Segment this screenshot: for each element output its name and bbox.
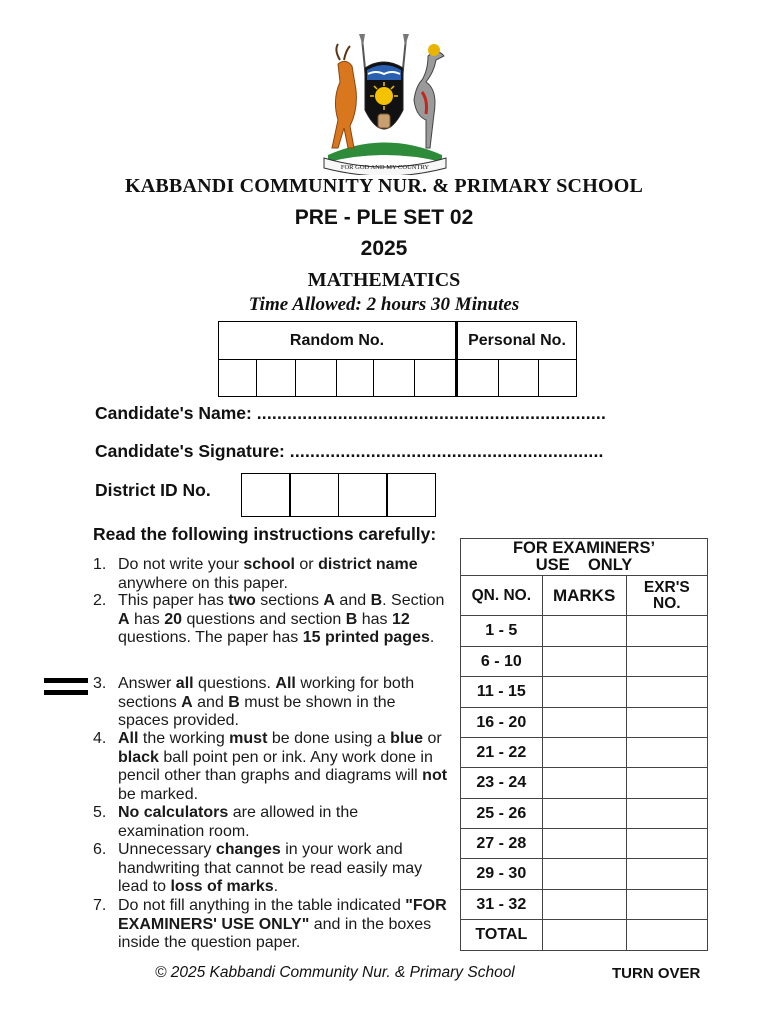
random-no-box[interactable] bbox=[219, 360, 257, 397]
mound bbox=[328, 143, 442, 163]
time-allowed: Time Allowed: 2 hours 30 Minutes bbox=[248, 294, 520, 315]
examiners-row bbox=[461, 768, 708, 799]
crested-crane bbox=[414, 52, 444, 148]
examiners-row bbox=[461, 616, 708, 647]
qn-range-cell: 16 - 20 bbox=[461, 708, 543, 738]
district-id-box[interactable] bbox=[241, 473, 291, 517]
qn-range-cell: 29 - 30 bbox=[461, 859, 543, 890]
personal-no-box[interactable] bbox=[499, 360, 538, 397]
turn-over-label: TURN OVER bbox=[612, 965, 701, 982]
random-no-box[interactable] bbox=[414, 360, 456, 397]
exr-no-cell[interactable] bbox=[626, 829, 707, 859]
instructions-title: Read the following instructions carefully: bbox=[93, 524, 437, 544]
marks-cell[interactable] bbox=[542, 890, 626, 920]
exr-no-cell[interactable] bbox=[626, 890, 707, 920]
marks-header: MARKS bbox=[542, 576, 626, 616]
exam-set: PRE - PLE SET 02 bbox=[294, 206, 474, 229]
coat-of-arms bbox=[310, 30, 460, 175]
marks-cell[interactable] bbox=[542, 647, 626, 677]
marks-cell[interactable] bbox=[542, 768, 626, 799]
marks-cell[interactable] bbox=[542, 829, 626, 859]
examiners-row bbox=[461, 859, 708, 890]
examiners-row bbox=[461, 920, 708, 951]
district-id-label: District ID No. bbox=[95, 480, 211, 500]
qn-range-cell: 31 - 32 bbox=[461, 890, 543, 920]
examiners-row bbox=[461, 829, 708, 859]
district-id-box[interactable] bbox=[289, 473, 339, 517]
exr-no-cell[interactable] bbox=[626, 677, 707, 708]
candidate-name-label: Candidate's Name: bbox=[95, 403, 252, 423]
candidate-signature-line[interactable]: .............................................................. bbox=[289, 441, 604, 461]
exam-year: 2025 bbox=[360, 237, 408, 260]
qn-range-cell: 11 - 15 bbox=[461, 677, 543, 708]
candidate-number-table bbox=[218, 321, 577, 397]
personal-no-header: Personal No. bbox=[457, 322, 577, 360]
examiners-row bbox=[461, 738, 708, 768]
sun bbox=[375, 87, 393, 105]
exr-no-cell[interactable] bbox=[626, 647, 707, 677]
candidate-signature-field[interactable] bbox=[95, 441, 604, 462]
examiners-row bbox=[461, 647, 708, 677]
copyright-footer: © 2025 Kabbandi Community Nur. & Primary School bbox=[155, 964, 515, 981]
marks-cell[interactable] bbox=[542, 920, 626, 951]
candidate-signature-label: Candidate's Signature: bbox=[95, 441, 285, 461]
district-id-boxes bbox=[242, 473, 436, 517]
marks-cell[interactable] bbox=[542, 708, 626, 738]
subject-title: MATHEMATICS bbox=[307, 269, 461, 291]
drum bbox=[378, 114, 390, 128]
margin-marker bbox=[44, 678, 88, 702]
random-no-box[interactable] bbox=[257, 360, 295, 397]
exr-no-cell[interactable] bbox=[626, 738, 707, 768]
personal-no-box[interactable] bbox=[538, 360, 576, 397]
examiners-row bbox=[461, 677, 708, 708]
candidate-name-line[interactable]: ..................................................................... bbox=[256, 403, 607, 423]
exr-no-cell[interactable] bbox=[626, 708, 707, 738]
qn-range-cell: TOTAL bbox=[461, 920, 543, 951]
kob bbox=[332, 61, 356, 148]
random-no-box[interactable] bbox=[295, 360, 336, 397]
examiners-row bbox=[461, 799, 708, 829]
personal-no-box[interactable] bbox=[457, 360, 499, 397]
marks-cell[interactable] bbox=[542, 859, 626, 890]
school-name: KABBANDI COMMUNITY NUR. & PRIMARY SCHOOL bbox=[124, 175, 644, 197]
random-no-header: Random No. bbox=[219, 322, 457, 360]
qn-range-cell: 21 - 22 bbox=[461, 738, 543, 768]
qn-range-cell: 27 - 28 bbox=[461, 829, 543, 859]
exr-no-cell[interactable] bbox=[626, 768, 707, 799]
qn-no-header: QN. NO. bbox=[461, 576, 543, 616]
exr-no-cell[interactable] bbox=[626, 920, 707, 951]
motto-text: FOR GOD AND MY COUNTRY bbox=[340, 164, 430, 171]
marks-cell[interactable] bbox=[542, 616, 626, 647]
examiners-row bbox=[461, 708, 708, 738]
examiners-table bbox=[460, 538, 708, 951]
exr-no-cell[interactable] bbox=[626, 616, 707, 647]
qn-range-cell: 1 - 5 bbox=[461, 616, 543, 647]
exr-no-cell[interactable] bbox=[626, 799, 707, 829]
candidate-name-field[interactable] bbox=[95, 403, 606, 424]
district-id-box[interactable] bbox=[386, 473, 436, 517]
examiners-row bbox=[461, 890, 708, 920]
random-no-box[interactable] bbox=[336, 360, 373, 397]
exr-no-header: EXR'S NO. bbox=[626, 576, 707, 616]
marks-cell[interactable] bbox=[542, 738, 626, 768]
marks-cell[interactable] bbox=[542, 677, 626, 708]
qn-range-cell: 6 - 10 bbox=[461, 647, 543, 677]
district-id-box[interactable] bbox=[338, 473, 388, 517]
exr-no-cell[interactable] bbox=[626, 859, 707, 890]
marks-cell[interactable] bbox=[542, 799, 626, 829]
random-no-box[interactable] bbox=[374, 360, 414, 397]
qn-range-cell: 25 - 26 bbox=[461, 799, 543, 829]
qn-range-cell: 23 - 24 bbox=[461, 768, 543, 799]
examiners-table-title: FOR EXAMINERS’ USE ONLY bbox=[461, 539, 708, 576]
